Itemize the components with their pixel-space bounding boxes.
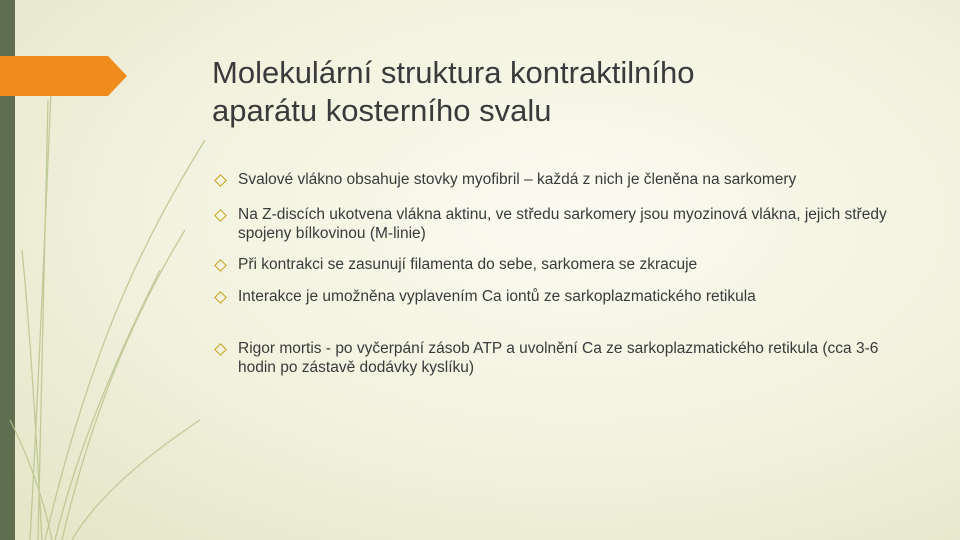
bullet-item bbox=[214, 205, 914, 243]
diamond-bullet-icon bbox=[214, 259, 227, 272]
diamond-bullet-icon bbox=[214, 174, 227, 187]
diamond-bullet-icon bbox=[214, 343, 227, 356]
slide-title-line-1: Molekulární struktura kontraktilního bbox=[212, 55, 695, 90]
bullet-item bbox=[214, 255, 914, 274]
bullet-text: Na Z-discích ukotvena vlákna aktinu, ve středu sarkomery jsou myozinová vlákna, jejich středy spojeny bílkovinou (M-linie) bbox=[238, 206, 887, 242]
slide-title-line-2: aparátu kosterního svalu bbox=[212, 93, 552, 128]
bullet-text: Interakce je umožněna vyplavením Ca iontů ze sarkoplazmatického retikula bbox=[238, 288, 756, 305]
bullet-list bbox=[214, 170, 914, 377]
bullet-item bbox=[214, 339, 914, 377]
bullet-text: Svalové vlákno obsahuje stovky myofibril – každá z nich je členěna na sarkomery bbox=[238, 171, 797, 188]
bullet-text: Rigor mortis - po vyčerpání zásob ATP a uvolnění Ca ze sarkoplazmatického retikula (cca 3-6 hodin po zástavě dodávky kyslíku) bbox=[238, 340, 879, 376]
accent-arrow-shape bbox=[0, 56, 127, 96]
bullet-item bbox=[214, 170, 914, 189]
diamond-bullet-icon bbox=[214, 291, 227, 304]
bullet-item bbox=[214, 287, 914, 306]
slide-title bbox=[212, 54, 912, 130]
bullet-text: Při kontrakci se zasunují filamenta do sebe, sarkomera se zkracuje bbox=[238, 256, 698, 273]
diamond-bullet-icon bbox=[214, 209, 227, 222]
